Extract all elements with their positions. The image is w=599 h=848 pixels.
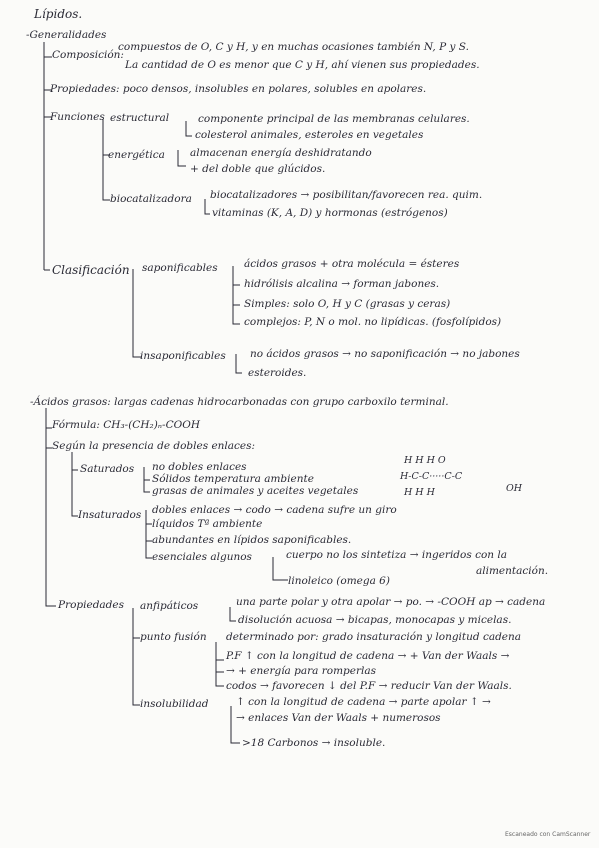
structure-main-chain: H-C-C·····C-C xyxy=(400,471,463,482)
funcion-estructural: estructural xyxy=(110,112,170,124)
structure-top-h: H H H O xyxy=(404,455,446,466)
formula: Fórmula: CH₃-(CH₂)ₙ-COOH xyxy=(52,419,201,431)
insolubilidad-line-2: → enlaces Van der Waals + numerosos xyxy=(236,712,441,724)
saturados-line-1: no dobles enlaces xyxy=(152,461,247,473)
funcion-biocatalizadora: biocatalizadora xyxy=(110,193,192,205)
saturados-label: Saturados xyxy=(80,463,135,475)
insolubilidad-label: insolubilidad xyxy=(140,698,209,710)
insaturados-line-1: dobles enlaces → codo → cadena sufre un giro xyxy=(152,504,397,516)
saponificables-label: saponificables xyxy=(142,262,218,274)
saturados-line-3: grasas de animales y aceites vegetales xyxy=(152,485,359,497)
insaturados-label: Insaturados xyxy=(78,509,142,521)
page-title: Lípidos. xyxy=(34,7,83,21)
saponificables-line-1: ácidos grasos + otra molécula = ésteres xyxy=(244,258,460,270)
structure-bottom-h: H H H xyxy=(404,487,435,498)
composicion-line-1: compuestos de O, C y H, y en muchas ocasiones también N, P y S. xyxy=(118,41,469,53)
propiedades-label: Propiedades xyxy=(58,599,125,611)
saponificables-line-4: complejos: P, N o mol. no lipídicas. (fosfolípidos) xyxy=(244,316,502,328)
scanner-watermark: Escaneado con CamScanner xyxy=(505,831,591,838)
energetica-line-2: + del doble que glúcidos. xyxy=(190,163,326,175)
biocatalizadora-line-2: vitaminas (K, A, D) y hormonas (estrógenos) xyxy=(212,207,448,219)
funcion-energetica: energética xyxy=(108,149,165,161)
clasificacion-label: Clasificación xyxy=(52,263,130,277)
energetica-line-1: almacenan energía deshidratando xyxy=(190,147,372,159)
anfipaticos-line-1: una parte polar y otra apolar → po. → -COOH ap → cadena xyxy=(236,596,546,608)
biocatalizadora-line-1: biocatalizadores → posibilitan/favorecen rea. quim. xyxy=(210,189,483,201)
insaturados-line-4c: linoleico (omega 6) xyxy=(288,575,390,587)
insaponificables-label: insaponificables xyxy=(140,350,226,362)
insaturados-line-4: esenciales algunos xyxy=(152,551,252,563)
anfipaticos-label: anfipáticos xyxy=(140,600,199,612)
structure-oh: OH xyxy=(506,483,523,494)
segun-dobles-enlaces: Según la presencia de dobles enlaces: xyxy=(52,440,256,452)
punto-fusion-label: punto fusión xyxy=(140,631,207,643)
saponificables-line-2: hidrólisis alcalina → forman jabones. xyxy=(244,278,440,290)
saponificables-line-3: Simples: solo O, H y C (grasas y ceras) xyxy=(244,298,451,310)
insaturados-line-2: líquidos Tª ambiente xyxy=(152,518,263,530)
insaturados-line-4a: cuerpo no los sintetiza → ingeridos con la xyxy=(286,549,507,561)
composicion-label: Composición: xyxy=(52,49,124,61)
punto-fusion-line-2: P.F ↑ con la longitud de cadena → + Van der Waals → xyxy=(226,650,510,662)
saturados-line-2: Sólidos temperatura ambiente xyxy=(152,473,314,485)
estructural-line-2: colesterol animales, esteroles en vegetales xyxy=(195,129,424,141)
insolubilidad-line-1: ↑ con la longitud de cadena → parte apolar ↑ → xyxy=(236,696,491,708)
acidos-heading: -Ácidos grasos: largas cadenas hidrocarbonadas con grupo carboxilo terminal. xyxy=(30,396,449,408)
insolubilidad-line-3: >18 Carbonos → insoluble. xyxy=(242,737,386,749)
funciones-label: Funciones xyxy=(50,111,105,123)
generalidades-heading: -Generalidades xyxy=(26,29,107,41)
anfipaticos-line-2: disolución acuosa → bicapas, monocapas y micelas. xyxy=(238,614,512,626)
insaponificables-line-2: esteroides. xyxy=(248,367,307,379)
punto-fusion-line-3: → + energía para romperlas xyxy=(226,665,377,677)
propiedades-generales: Propiedades: poco densos, insolubles en polares, solubles en apolares. xyxy=(50,83,427,95)
estructural-line-1: componente principal de las membranas celulares. xyxy=(198,113,470,125)
insaturados-line-4b: alimentación. xyxy=(476,565,549,577)
insaturados-line-3: abundantes en lípidos saponificables. xyxy=(152,534,352,546)
composicion-line-2: La cantidad de O es menor que C y H, ahí vienen sus propiedades. xyxy=(125,59,480,71)
insaponificables-line-1: no ácidos grasos → no saponificación → no jabones xyxy=(250,348,520,360)
punto-fusion-line-4: codos → favorecen ↓ del P.F → reducir Van der Waals. xyxy=(226,680,512,692)
punto-fusion-line-1: determinado por: grado insaturación y longitud cadena xyxy=(226,631,522,643)
